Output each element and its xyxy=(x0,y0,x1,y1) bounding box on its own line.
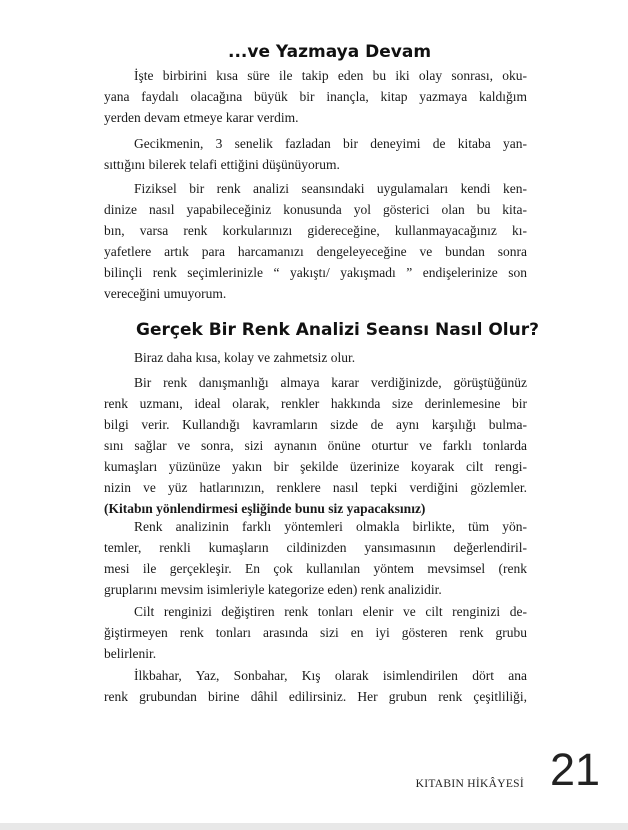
text-line: sıttığını bilerek telafi ettiğini düşünüyorum. xyxy=(104,157,340,172)
section-heading: Gerçek Bir Renk Analizi Seansı Nasıl Olur? xyxy=(136,320,539,340)
text-line: bilgi verir. Kullandığı kavramların sizde de aynı karşılığı bulma- xyxy=(104,417,527,432)
running-footer: KITABIN HİKÂYESİ xyxy=(415,778,524,790)
paragraph xyxy=(104,65,527,128)
paragraph xyxy=(104,601,527,664)
text-line: Gecikmenin, 3 senelik fazladan bir deneyimi de kitaba yan- xyxy=(134,136,527,151)
text-line: sını sağlar ve sonra, sizi aynanın önüne oturtur ve farklı tonlarda xyxy=(104,438,527,453)
text-line: İşte birbirini kısa süre ile takip eden bu iki olay sonrası, oku- xyxy=(134,68,527,83)
text-line: renk grubundan birine dâhil edilirsiniz. Her grubun renk çeşitliliği, xyxy=(104,689,527,704)
text-line: yerden devam etmeye karar verdim. xyxy=(104,110,299,125)
text-line: Cilt renginizi değiştiren renk tonları elenir ve cilt renginizi de- xyxy=(134,604,527,619)
bold-note: (Kitabın yönlendirmesi eşliğinde bunu siz yapacaksınız) xyxy=(104,501,426,516)
text-line: yafetlere artık para harcamanızı dengeleyeceğine ve bundan sonra xyxy=(104,244,527,259)
page-bottom-edge xyxy=(0,823,628,830)
text-line: Renk analizinin farklı yöntemleri olmakla birlikte, tüm yön- xyxy=(134,519,527,534)
paragraph xyxy=(104,665,527,707)
text-line: kumaşları yüzünüze yakın bir şekilde üzerinize koyarak cilt rengi- xyxy=(104,459,527,474)
page-number: 21 xyxy=(549,744,600,795)
paragraph xyxy=(104,178,527,304)
text-line: dinize nasıl yapabileceğiniz konusunda yol gösterici olan bu kita- xyxy=(104,202,527,217)
paragraph xyxy=(104,347,527,368)
text-line: Biraz daha kısa, kolay ve zahmetsiz olur. xyxy=(134,350,356,365)
text-line: Bir renk danışmanlığı almaya karar verdiğinizde, görüştüğünüz xyxy=(134,375,527,390)
text-line: vereceğini umuyorum. xyxy=(104,286,227,301)
text-line: Fiziksel bir renk analizi seansındaki uygulamaları kendi ken- xyxy=(134,181,527,196)
paragraph xyxy=(104,372,527,519)
text-line: yana faydalı olacağına büyük bir inançla, kitap yazmaya kaldığım xyxy=(104,89,527,104)
paragraph xyxy=(104,133,527,175)
text-line: bilinçli renk seçimlerinizle “ yakıştı/ yakışmadı ” endişelerinize son xyxy=(104,265,527,280)
text-line: İlkbahar, Yaz, Sonbahar, Kış olarak isimlendirilen dört ana xyxy=(134,668,527,683)
paragraph xyxy=(104,516,527,600)
text-line: bın, varsa renk korkularınızı gidereceğine, kullanmayacağınız kı- xyxy=(104,223,527,238)
text-line: temler, renkli kumaşların cildinizden yansımasının değerlendiril- xyxy=(104,540,527,555)
section-heading: ...ve Yazmaya Devam xyxy=(228,42,432,62)
text-line: belirlenir. xyxy=(104,646,157,661)
text-line: mesi ile gerçekleşir. En çok kullanılan yöntem mevsimsel (renk xyxy=(104,561,527,576)
text-line: ğiştirmeyen renk tonları arasında sizi en iyi gösteren renk grubu xyxy=(104,625,527,640)
text-line: gruplarını mevsim isimleriyle kategorize eden) renk analizidir. xyxy=(104,582,442,597)
text-line: renk uzmanı, ideal olarak, renkler hakkında size derinlemesine bir xyxy=(104,396,527,411)
text-line: nizin ve yüz hatlarınızın, renklere nasıl tepki verdiğini gözlemler. xyxy=(104,480,527,495)
